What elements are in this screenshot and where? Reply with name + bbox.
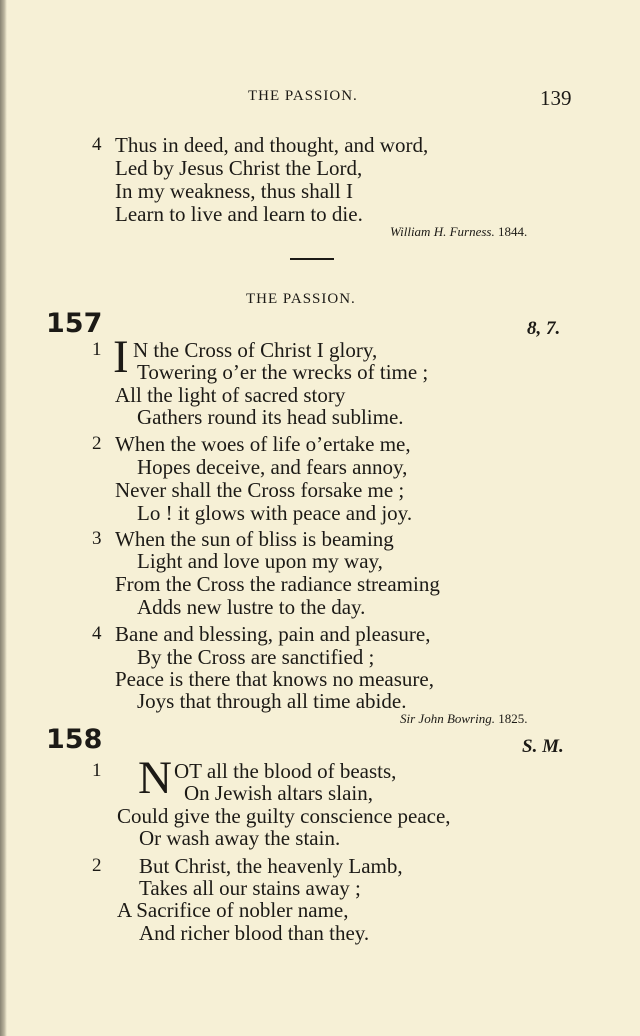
stanza-number: 2 (92, 433, 102, 454)
attribution-year: 1825. (498, 711, 528, 726)
section-title: THE PASSION. (246, 291, 356, 307)
page-spine-shadow (0, 0, 7, 1036)
hymn-number: 157 (46, 308, 103, 339)
verse-line: A Sacrifice of nobler name, (117, 898, 349, 922)
verse-line: OT all the blood of beasts, (174, 759, 397, 783)
verse-line: Peace is there that knows no measure, (115, 667, 434, 691)
attribution-author: William H. Furness. (390, 224, 495, 239)
verse-line: But Christ, the heavenly Lamb, (139, 854, 403, 878)
stanza-number: 4 (92, 134, 102, 155)
stanza-number: 3 (92, 528, 102, 549)
verse-line: Joys that through all time abide. (137, 689, 407, 713)
stanza-number: 4 (92, 623, 102, 644)
verse-line: When the woes of life o’ertake me, (115, 432, 411, 456)
verse-line: Light and love upon my way, (137, 549, 383, 573)
stanza-number: 2 (92, 855, 102, 876)
stanza-number: 1 (92, 339, 102, 360)
drop-cap: N (138, 752, 172, 804)
verse-line: And richer blood than they. (139, 921, 370, 945)
verse-line: In my weakness, thus shall I (115, 179, 353, 203)
attribution-author: Sir John Bowring. (400, 711, 495, 726)
verse-line: Thus in deed, and thought, and word, (115, 133, 429, 157)
verse-line: Bane and blessing, pain and pleasure, (115, 622, 431, 646)
section-divider (290, 258, 334, 260)
verse-line: All the light of sacred story (115, 383, 346, 407)
verse-line: Could give the guilty conscience peace, (117, 804, 451, 828)
verse-line: On Jewish altars slain, (184, 781, 373, 805)
hymn-number: 158 (46, 724, 103, 755)
verse-line: Led by Jesus Christ the Lord, (115, 156, 363, 180)
verse-line: Learn to live and learn to die. (115, 202, 363, 226)
attribution-year: 1844. (497, 224, 528, 239)
page-number: 139 (540, 86, 572, 110)
hymn-meter: S. M. (522, 736, 564, 757)
verse-line: Takes all our stains away ; (139, 876, 361, 900)
verse-line: Gathers round its head sublime. (137, 405, 404, 429)
verse-line: Adds new lustre to the day. (137, 595, 366, 619)
verse-line: N the Cross of Christ I glory, (133, 338, 378, 362)
attribution (400, 711, 527, 727)
attribution (390, 224, 527, 240)
verse-line: When the sun of bliss is beaming (115, 527, 394, 551)
running-head: THE PASSION. (248, 88, 358, 104)
verse-line: From the Cross the radiance streaming (115, 572, 440, 596)
verse-line: By the Cross are sanctified ; (137, 645, 375, 669)
verse-line: Never shall the Cross forsake me ; (115, 478, 405, 502)
stanza-number: 1 (92, 760, 102, 781)
drop-cap: I (113, 331, 129, 383)
verse-line: Or wash away the stain. (139, 826, 341, 850)
verse-line: Hopes deceive, and fears annoy, (137, 455, 408, 479)
verse-line: Lo ! it glows with peace and joy. (137, 501, 413, 525)
hymn-meter: 8, 7. (527, 318, 561, 339)
verse-line: Towering o’er the wrecks of time ; (137, 360, 429, 384)
